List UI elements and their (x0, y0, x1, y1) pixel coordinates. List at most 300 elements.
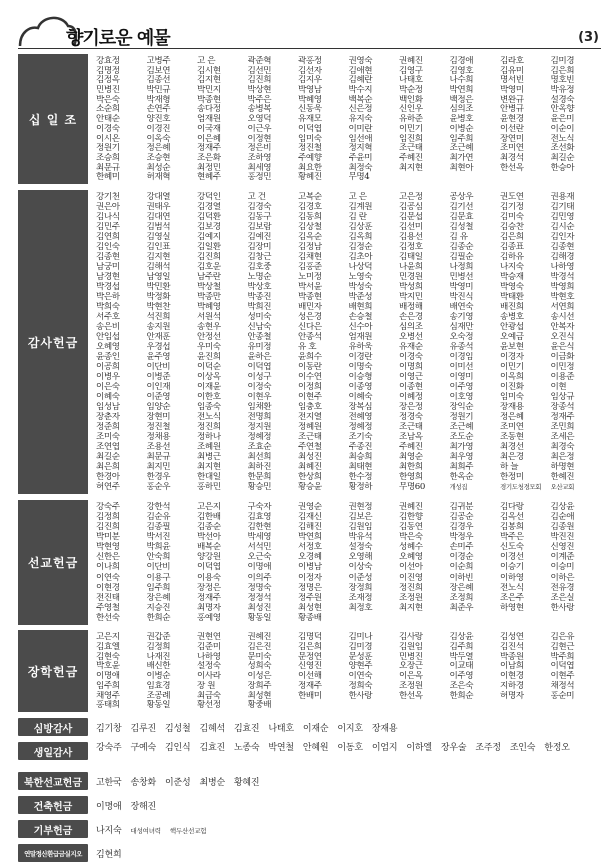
name-entry: 박영미 (449, 282, 474, 292)
name-entry: 최은희 (96, 462, 120, 472)
name-entry: 주예향 (298, 152, 322, 163)
name-entry: 오근숙 (247, 552, 272, 563)
name-entry: 전유경 (550, 582, 575, 593)
name-entry: 오진식 (550, 332, 575, 342)
name-entry: 김주희 (449, 641, 474, 652)
name-entry: 이계준 (550, 552, 575, 563)
name-entry: 현혜주 (197, 172, 221, 182)
name-entry: 김순애 (550, 512, 575, 523)
name-entry: 김공순 (449, 512, 474, 523)
name-entry: 김시순 (550, 222, 575, 232)
name-entry: 장익순 (449, 402, 474, 412)
row-donation (18, 820, 601, 838)
name-entry: 김은희 (550, 65, 575, 76)
name-entry: 김기정 (500, 202, 524, 212)
name-entry: 조효순 (247, 442, 272, 452)
name-entry: 안숙희 (146, 552, 171, 563)
name-entry: 윤진희 (197, 352, 221, 362)
name-entry: 이명희 (399, 362, 423, 372)
name-entry: 김인자 (550, 232, 575, 242)
name-entry: 조주정 (475, 743, 501, 753)
name-entry: 배민자 (298, 302, 322, 312)
row-birthday-thanks (18, 742, 601, 766)
name-entry: 한배미 (298, 690, 322, 701)
name-entry: 이현주 (550, 671, 575, 681)
name-entry: 김덕환 (197, 212, 221, 222)
name-entry: 나태호 (399, 75, 423, 86)
name-entry: 정진철 (298, 143, 322, 153)
name-entry: 윤하은 (247, 352, 272, 362)
name-entry: 한희순 (146, 612, 171, 623)
name-entry: 배연숙 (449, 302, 474, 312)
name-entry: 이혜숙 (96, 392, 120, 402)
name-entry: 석진희 (146, 312, 171, 322)
name-entry: 강대열 (146, 192, 171, 202)
name-entry: 장 원 (197, 680, 216, 691)
name-entry: 이정희 (298, 382, 322, 392)
name-entry: 윤은식 (550, 342, 575, 352)
name-entry: 채정석 (550, 680, 575, 691)
names-grid (96, 192, 601, 492)
name-entry: 박승재 (500, 272, 524, 282)
name-entry: 곽준혁 (247, 56, 272, 66)
name-entry: 이정현 (247, 133, 272, 144)
name-entry: 나하영 (550, 262, 575, 272)
name-entry: 김채현 (298, 252, 322, 262)
name-entry: 김혜란 (348, 75, 373, 86)
name-entry: 이사라 (197, 671, 221, 681)
name-entry: 김정남 (298, 242, 322, 252)
name-entry: 최경숙 (550, 442, 575, 452)
name-entry: 김종필 (146, 522, 171, 533)
name-entry: 우미숙 (197, 342, 221, 352)
name-entry: 이영미 (449, 372, 474, 382)
name-entry: 김연희 (96, 232, 120, 242)
name-entry: 윤은미 (550, 114, 575, 124)
name-entry: 이현경 (500, 671, 524, 681)
name-entry: 이시온 (96, 133, 120, 144)
note-entry: 핵두산선교험 (169, 827, 207, 835)
name-entry: 최문규 (96, 162, 120, 173)
name-entry: 최명자 (197, 602, 221, 613)
name-entry: 최현아 (449, 162, 474, 173)
name-entry: 김종현 (550, 242, 575, 252)
name-entry: 조남옥 (399, 432, 423, 442)
name-entry: 양강원 (197, 552, 221, 563)
name-entry: 김현숙 (96, 651, 120, 662)
name-entry: 정지원 (247, 422, 272, 432)
name-entry: 최선희 (247, 452, 272, 462)
name-entry: 김장미 (247, 242, 272, 252)
name-entry: 김명정 (96, 65, 120, 76)
name-entry: 장춘자 (96, 412, 120, 422)
name-entry: 김민주 (96, 222, 120, 232)
name-entry: 김문섭 (399, 212, 423, 222)
name-entry: 최성진 (247, 602, 272, 613)
name-entry: 한옥순 (449, 472, 474, 482)
name-entry: 공상우 (449, 192, 474, 202)
name-entry: 최성순 (146, 162, 171, 173)
name-entry: 설경숙 (550, 94, 575, 105)
name-entry: 정진희 (197, 422, 221, 432)
name-entry: 임효경 (146, 680, 171, 691)
name-entry: 변완규 (500, 94, 524, 105)
name-entry: 이수연 (298, 372, 322, 382)
name-entry: 강효정 (96, 56, 120, 66)
name-entry: 김해석 (146, 262, 171, 272)
name-entry: 임선애 (348, 133, 373, 144)
name-entry: 김효진 (199, 743, 225, 753)
name-entry: 윤병호 (449, 114, 474, 124)
name-entry: 박두열 (449, 651, 474, 662)
name-entry: 박혜영 (298, 94, 322, 105)
name-entry: 이선해 (298, 671, 322, 681)
name-entry: 윤주영 (146, 352, 171, 362)
row-label: 건축헌금 (18, 796, 88, 814)
name-entry: 김경숙 (247, 202, 272, 212)
name-entry: 유종석 (449, 342, 474, 352)
name-entry: 김효영 (247, 512, 272, 523)
name-entry: 유재순 (399, 342, 423, 352)
name-entry: 홍하민 (197, 482, 221, 492)
name-entry: 허재혁 (146, 172, 171, 182)
name-entry: 박현찬 (146, 302, 171, 312)
name-entry: 한상희 (298, 472, 322, 482)
name-entry: 주혜진 (399, 442, 423, 452)
names-grid (96, 502, 601, 623)
name-entry: 안혜원 (302, 743, 329, 753)
name-entry: 한희순 (449, 690, 474, 701)
name-entry: 황승민 (247, 482, 272, 492)
name-entry: 장은정 (399, 402, 423, 412)
name-entry: 박경석 (550, 272, 575, 282)
name-entry: 전노식 (550, 133, 575, 144)
name-entry: 조근혜 (449, 143, 474, 153)
name-entry: 박민환 (146, 282, 171, 292)
name-entry: 김라호 (500, 56, 524, 66)
name-entry: 나태호 (268, 724, 294, 734)
section-label: 장학헌금 (18, 630, 88, 712)
name-entry: 지승진 (146, 602, 171, 613)
name-entry: 노종숙 (233, 743, 260, 753)
name-entry: 오장근 (399, 661, 423, 671)
name-entry: 박진진 (550, 532, 575, 543)
name-entry: 노미정 (298, 272, 322, 282)
name-entry: 홍순우 (146, 482, 171, 492)
name-entry: 김공심 (399, 202, 423, 212)
name-entry: 김상윤 (449, 632, 474, 642)
name-entry: 이승미 (550, 562, 575, 573)
name-entry: 김명덕 (298, 632, 322, 642)
name-entry: 김인표 (146, 242, 171, 252)
name-entry: 박종원 (500, 651, 524, 662)
name-entry: 장정은 (197, 582, 221, 593)
name-entry: 배진희 (500, 302, 524, 312)
name-entry: 김경애 (449, 56, 474, 66)
name-entry: 이은혜 (197, 133, 221, 144)
name-entry: 최태현 (348, 462, 373, 472)
row-names (96, 847, 130, 860)
name-entry: 유지숙 (348, 114, 373, 124)
name-entry: 나상덕 (348, 262, 373, 272)
section-label: 선교헌금 (18, 500, 88, 625)
name-entry: 이상옥 (197, 372, 221, 382)
scholarship-section (18, 630, 601, 712)
name-entry: 이현 (550, 382, 567, 392)
name-entry: 장복심 (348, 402, 373, 412)
name-entry: 유재모 (298, 114, 322, 124)
name-entry: 박세영 (247, 532, 272, 543)
name-entry: 이나희 (96, 562, 120, 573)
name-entry: 김하유 (500, 252, 524, 262)
name-entry: 최우영 (449, 452, 474, 462)
name-entry: 남궁미 (96, 262, 120, 272)
name-entry: 김경호 (298, 202, 322, 212)
name-entry: 한대일 (197, 472, 221, 482)
name-entry: 김정순 (348, 242, 373, 252)
name-entry: 김동구 (247, 212, 272, 222)
name-entry: 김성연 (500, 632, 524, 642)
name-entry: 김은희 (500, 232, 524, 242)
name-entry: 박서윤 (298, 282, 322, 292)
page-header (0, 0, 615, 48)
name-entry: 나하영 (197, 651, 221, 662)
name-entry: 이하엘 (406, 743, 432, 753)
name-entry: 나윤희 (399, 262, 423, 272)
name-entry: 최지민 (146, 462, 171, 472)
names-grid (96, 632, 601, 710)
name-entry: 이재윤 (197, 382, 221, 392)
name-entry: 이호영 (449, 392, 474, 402)
name-entry: 박민규 (146, 85, 171, 95)
name-entry: 조근혜 (449, 422, 474, 432)
name-entry: 최한희 (399, 462, 423, 472)
name-entry: 고은지 (96, 632, 120, 642)
name-entry: 김애현 (348, 65, 373, 76)
name-entry: 김선민 (247, 65, 272, 76)
name-entry: 서원석 (197, 312, 221, 322)
name-entry: 정혜원 (298, 422, 322, 432)
name-entry: 무명60 (399, 482, 425, 492)
name-entry: 심의조 (449, 104, 474, 115)
name-entry: 이경진 (146, 123, 171, 134)
name-entry: 홍태희 (96, 700, 120, 710)
name-entry: 박유석 (348, 532, 373, 543)
name-entry: 권혜진 (399, 56, 423, 66)
note-entry: 오산교회 (550, 483, 575, 491)
name-entry: 양현주 (348, 661, 373, 671)
name-entry: 장은혜 (449, 582, 474, 593)
name-entry: 조세은 (550, 432, 575, 442)
name-entry: 황혜진 (298, 172, 322, 182)
name-entry: 고병주 (146, 56, 171, 66)
name-entry: 임주희 (449, 133, 474, 144)
name-entry: 박상현 (247, 85, 272, 95)
name-entry: 송병호 (500, 312, 524, 322)
name-entry: 조근태 (399, 143, 423, 153)
name-entry: 박선아 (197, 532, 221, 543)
name-entry: 박수지 (348, 85, 373, 95)
name-entry: 신영진 (298, 661, 322, 671)
name-entry: 이옥희 (500, 372, 524, 382)
name-entry: 김원임 (399, 641, 423, 652)
name-entry: 이병우 (96, 372, 120, 382)
name-entry: 권현연 (197, 632, 221, 642)
name-entry: 김홍준 (298, 262, 322, 272)
name-entry: 권혜진 (247, 632, 272, 642)
name-entry: 이의주 (247, 572, 272, 583)
name-entry: 이엄지 (371, 743, 398, 753)
name-entry: 이금화 (550, 352, 575, 362)
name-entry: 서석민 (247, 542, 272, 553)
name-entry: 박준성 (348, 292, 373, 302)
name-entry: 임미숙 (298, 133, 322, 144)
name-entry: 이승형 (348, 372, 373, 382)
name-entry: 심재만 (449, 322, 474, 332)
name-entry: 김선자 (298, 65, 322, 76)
name-entry: 김봉희 (500, 522, 524, 533)
name-entry: 권혜진 (399, 502, 423, 512)
name-entry: 김다랑 (500, 502, 524, 512)
name-entry: 오영해 (348, 552, 373, 563)
name-entry: 한정미 (500, 472, 524, 482)
name-entry: 박연희 (298, 532, 322, 543)
name-entry: 이덕엽 (197, 562, 221, 573)
name-entry: 최지현 (399, 162, 423, 173)
name-entry: 나지숙 (500, 262, 524, 272)
row-building (18, 796, 601, 814)
name-entry: 이동란 (298, 362, 322, 372)
name-entry: 이하영 (500, 572, 524, 583)
name-entry: 신은정 (348, 104, 373, 115)
name-entry: 이남희 (500, 661, 524, 671)
name-entry: 서정호 (298, 542, 322, 553)
name-entry: 손연주 (146, 104, 171, 115)
name-entry: 정주원 (298, 592, 322, 603)
name-entry: 전지열 (298, 412, 322, 422)
name-entry: 김승찬 (500, 222, 524, 232)
name-entry: 김창근 (247, 252, 272, 262)
name-entry: 임미숙 (500, 392, 524, 402)
name-entry: 고 은 (348, 192, 367, 202)
name-entry: 이용준 (550, 372, 575, 382)
name-entry: 이경숙 (399, 352, 423, 362)
name-entry: 이지호 (337, 724, 363, 734)
name-entry: 박주은 (247, 94, 272, 105)
name-entry: 김정호 (399, 242, 423, 252)
name-entry: 조공례 (146, 690, 171, 701)
name-entry: 최성현 (298, 602, 322, 613)
name-entry: 김종순 (197, 522, 221, 533)
name-entry: 황혜진 (233, 778, 260, 788)
name-entry: 황정하 (348, 482, 373, 492)
name-entry: 이경순 (449, 552, 474, 563)
name-entry: 하명현 (550, 462, 575, 472)
name-entry: 최정민 (197, 162, 221, 173)
name-entry: 고 은 (197, 56, 216, 66)
name-entry: 홍순미 (550, 690, 575, 701)
name-entry: 조은주 (500, 592, 524, 603)
name-entry: 임진희 (399, 133, 423, 144)
name-entry: 허연주 (96, 482, 120, 492)
name-entry: 엄재원 (197, 114, 221, 124)
name-entry: 안재훈 (146, 332, 171, 342)
name-entry: 박희숙 (96, 302, 120, 312)
mission-section (18, 500, 601, 625)
name-entry: 김계원 (348, 202, 373, 212)
name-entry: 한수정 (348, 472, 373, 482)
row-names (96, 799, 165, 812)
name-entry: 김루진 (130, 724, 156, 734)
name-entry: 김한현 (247, 522, 272, 533)
name-entry: 김기선 (449, 202, 474, 212)
name-entry: 조혜원 (197, 442, 221, 452)
name-entry: 한혜진 (550, 472, 575, 482)
name-entry: 정재주 (550, 412, 575, 422)
name-entry: 임채환 (247, 402, 272, 412)
name-entry: 최은경 (500, 452, 524, 462)
name-entry: 박희윤 (146, 542, 171, 553)
name-entry: 김진희 (96, 522, 120, 533)
name-entry: 장종석 (550, 402, 575, 412)
name-entry: 이현우 (247, 392, 272, 402)
row-nk-mission (18, 772, 601, 790)
name-entry: 권영순 (298, 502, 322, 512)
name-entry: 이진화 (500, 382, 524, 392)
name-entry: 이주영 (449, 382, 474, 392)
name-entry: 나재진 (146, 651, 171, 662)
name-entry: 홍정민 (247, 172, 272, 182)
name-entry: 이민정 (550, 362, 575, 372)
name-entry: 이덕순 (197, 362, 221, 372)
row-label: 연말정산환급금실지오 (18, 844, 88, 862)
name-entry: 이단비 (146, 562, 171, 573)
name-entry: 김원임 (348, 522, 373, 533)
row-label: 북한선교헌금 (18, 772, 88, 790)
name-entry: 최경선 (500, 442, 524, 452)
name-entry: 이진영 (399, 572, 423, 583)
name-entry: 이근우 (247, 123, 272, 134)
name-entry: 김 유 (449, 232, 468, 242)
name-entry: 명호빈 (550, 75, 575, 86)
name-entry: 박은하 (96, 292, 120, 302)
name-entry: 이은옥 (399, 671, 423, 681)
name-entry: 김사랑 (399, 632, 423, 642)
name-entry: 권영숙 (348, 56, 373, 66)
name-entry: 김준미 (197, 641, 221, 652)
name-entry: 조은화 (197, 152, 221, 163)
name-entry: 한사랑 (550, 602, 575, 613)
name-entry: 신인우 (399, 104, 423, 115)
name-entry: 박종현 (298, 292, 322, 302)
name-entry: 조재정 (348, 592, 373, 603)
name-entry: 이병순 (449, 123, 474, 134)
name-entry: 김시현 (197, 65, 221, 76)
name-entry: 이옥숙 (146, 133, 171, 144)
name-entry: 이병순 (146, 671, 171, 681)
name-entry: 이인재 (146, 382, 171, 392)
name-entry: 이선란 (500, 123, 524, 134)
name-entry: 최준우 (449, 602, 474, 613)
name-entry: 배현희 (348, 302, 373, 312)
name-entry: 김미나 (348, 632, 373, 642)
name-entry: 엄재원 (348, 332, 373, 342)
name-entry: 윤희수 (298, 352, 322, 362)
name-entry: 이국재 (197, 123, 221, 134)
name-entry: 이병남 (298, 562, 322, 573)
name-entry: 서연희 (550, 302, 575, 312)
name-entry: 정은혜 (146, 143, 171, 153)
